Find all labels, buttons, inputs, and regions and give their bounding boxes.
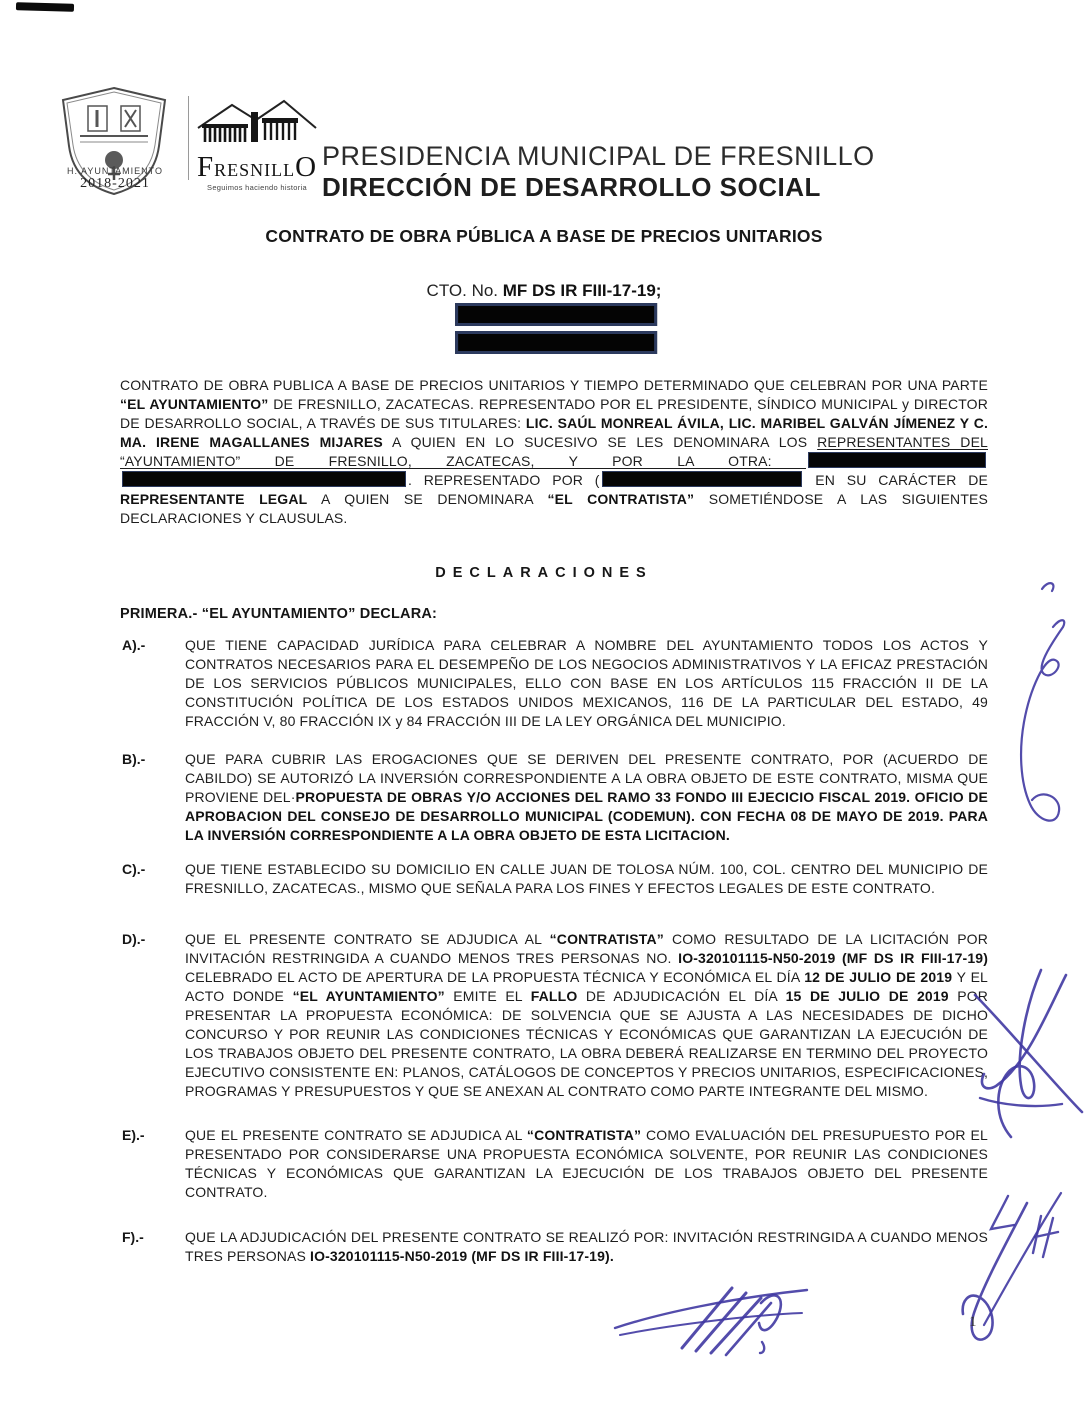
text-run: POR PRESENTAR LA PROPUESTA ECONÓMICA: DE SOLVENCIA QUE SE AJUSTA A LAS NECESIDADES DE DICHO CONCURSO Y POR REUNIR LAS CONDICIONES TÉCNICAS Y ECONÓMICAS QUE GARANTIZAN LA EJECUCIÓN DE LOS TRABAJOS OBJETO DEL PRESENTE CONTRATO, LA OBRA DEBERÁ REALIZARSE EN TERMINO DEL PROYECTO EJECUTIVO CONSISTENTE EN: PLANOS, CATÁLOGOS DE CONCEPTOS Y PRECIOS UNITARIOS, ESPECIFICACIONES, PROGRAMAS Y PRESUPUESTOS Y QUE SE ANEXAN AL CONTRATO COMO PARTE INTEGRANTE DEL MISMO.: [185, 988, 989, 1099]
margin-paraph-lower-icon: [965, 965, 1088, 1143]
initials-bottom-right-icon: [948, 1188, 1070, 1350]
text-run: DE FRESNILLO, ZACATECAS. REPRESENTADO POR EL PRESIDENTE, SÍNDICO MUNICIPAL y DIRECTOR DE DESARROLLO SOCIAL, A TRAVÉS DE SUS TITULARES:: [120, 396, 988, 431]
text-run: A QUIEN EN LO SUCESIVO SE LES DENOMINARA LOS: [382, 434, 818, 450]
fresnillo-wordmark: [193, 153, 321, 182]
text-run: QUE TIENE ESTABLECIDO SU DOMICILIO EN CALLE JUAN DE TOLOSA NÚM. 100, COL. CENTRO DEL MUNICIPIO DE FRESNILLO, ZACATECAS., MISMO QUE SEÑALA PARA LOS FINES Y EFECTOS LEGALES DE ESTE CONTRATO.: [185, 861, 988, 896]
text-run: COMO EVALUACIÓN DEL PRESUPUESTO POR EL PRESENTADO POR CONSIDERARSE UNA PROPUESTA ECONÓMICA SOLVENTE, POR REUNIR LAS CONDICIONES TÉCNICAS Y ECONÓMICAS QUE GARANTIZAN LA EJECUCIÓN DE LOS TRABAJOS OBJETO DEL PRESENTE CONTRATO.: [185, 1127, 988, 1200]
item-text: [185, 1228, 988, 1266]
declaration-item-c: [122, 860, 988, 898]
item-label: C).-: [122, 861, 146, 877]
contract-number-label: CTO. No.: [426, 281, 503, 300]
intro-paragraph: [120, 376, 988, 528]
item-label: A).-: [122, 637, 146, 653]
crest-caption: [40, 166, 190, 192]
text-run: REPRESENTANTE LEGAL: [120, 491, 308, 507]
text-run: QUE EL PRESENTE CONTRATO SE ADJUDICA AL: [185, 1127, 527, 1143]
item-text: [185, 1126, 988, 1202]
text-run: “CONTRATISTA”: [526, 1127, 642, 1143]
item-text: [185, 930, 988, 1101]
text-run: IO-320101115-N50-2019 (MF DS IR FIII-17-19): [678, 950, 988, 966]
primera-heading: PRIMERA.- “EL AYUNTAMIENTO” DECLARA:: [120, 606, 438, 622]
text-run: “CONTRATISTA”: [549, 931, 664, 947]
redaction-bar: [455, 331, 657, 354]
text-run: “EL AYUNTAMIENTO”: [120, 396, 269, 412]
item-label: E).-: [122, 1127, 145, 1143]
text-run: “EL CONTRATISTA”: [547, 491, 695, 507]
text-run: CONTRATO DE OBRA PUBLICA A BASE DE PRECIOS UNITARIOS Y TIEMPO DETERMINADO QUE CELEBRAN POR UNA PARTE: [120, 377, 988, 393]
crest-caption-line1: H. AYUNTAMIENTO: [66, 166, 163, 176]
contract-number-value: MF DS IR FIII-17-19;: [502, 281, 662, 300]
text-run: QUE EL PRESENTE CONTRATO SE ADJUDICA AL: [185, 931, 550, 947]
item-text: [185, 636, 988, 731]
document-title: CONTRATO DE OBRA PÚBLICA A BASE DE PRECIOS UNITARIOS: [265, 226, 823, 246]
wordmark-final: O: [295, 151, 318, 183]
text-run: 15 DE JULIO DE 2019: [785, 988, 949, 1004]
signature-bottom-center-icon: [610, 1272, 814, 1364]
text-run: EN SU CARÁCTER DE: [803, 472, 988, 488]
declaration-item-f: [122, 1228, 988, 1266]
fresnillo-landmark-icon: [196, 98, 318, 146]
declaration-item-b: [122, 750, 988, 845]
text-run: PROPUESTA DE OBRAS Y/O ACCIONES DEL RAMO 33 FONDO III EJECICIO FISCAL 2019. OFICIO DE APROBACION DEL CONSEJO DE DESARROLLO MUNICIPAL (CODEMUN). CON FECHA 08 DE MAYO DE 2019. PARA LA INVERSIÓN CORRESPONDIENTE A LA OBRA OBJETO DE ESTA LICITACION.: [185, 789, 989, 843]
text-run: IO-320101115-N50-2019 (MF DS IR FIII-17-19).: [310, 1248, 614, 1264]
text-run: DE ADJUDICACIÓN EL DÍA: [577, 988, 786, 1004]
text-run: CELEBRADO EL ACTO DE APERTURA DE LA PROPUESTA TÉCNICA Y ECONÓMICA EL DÍA: [185, 969, 805, 985]
item-text: [185, 860, 988, 898]
header-divider: [188, 96, 189, 180]
declaration-item-a: [122, 636, 988, 731]
contract-number-line: [0, 281, 1088, 301]
margin-paraph-upper-icon: [998, 575, 1078, 847]
text-run: A QUIEN SE DENOMINARA: [307, 491, 548, 507]
text-run: QUE TIENE CAPACIDAD JURÍDICA PARA CELEBRAR A NOMBRE DEL AYUNTAMIENTO TODOS LOS ACTOS Y CONTRATOS NECESARIOS PARA EL DESEMPEÑO DE LOS NEGOCIOS ADMINISTRATIVOS Y LA EFICAZ PRESTACIÓN DE LOS SERVICIOS PÚBLICOS MUNICIPALES, ELLO CON BASE EN LOS ARTÍCULOS 115 FRACCIÓN II DE LA CONSTITUCIÓN POLÍTICA DE LOS ESTADOS UNIDOS MEXICANOS, 116 DE LA PARTICULAR DEL ESTADO, 49 FRACCIÓN V, 80 FRACCIÓN IX y 84 FRACCIÓN III DE LA LEY ORGÁNICA DEL MUNICIPIO.: [185, 637, 988, 729]
redaction-bar: [602, 471, 802, 487]
declarations-heading: DECLARACIONES: [435, 565, 653, 581]
fresnillo-logo: [193, 98, 321, 192]
wordmark-initial: F: [196, 151, 215, 183]
text-run: “EL AYUNTAMIENTO”: [292, 988, 445, 1004]
declaration-item-d: [122, 930, 988, 1101]
page-number: 1: [969, 1314, 977, 1330]
header-title-line1: PRESIDENCIA MUNICIPAL DE FRESNILLO: [322, 141, 875, 171]
text-run: COMO RESULTADO DE LA LICITACIÓN POR INVITACIÓN RESTRINGIDA A CUANDO MENOS TRES PERSONAS NO.: [185, 931, 988, 966]
crest-caption-line2: 2018-2021: [80, 176, 150, 191]
text-run: REPRESENTANTES DEL “AYUNTAMIENTO” DE FRESNILLO, ZACATECAS, Y POR LA OTRA:: [120, 434, 988, 469]
text-run: EMITE EL: [444, 988, 531, 1004]
text-run: . REPRESENTADO POR (: [408, 472, 600, 488]
text-run: LIC. SAÚL MONREAL ÁVILA, LIC. MARIBEL GALVÁN JÍMENEZ Y C. MA. IRENE MAGALLANES MIJARES: [120, 415, 988, 450]
declaration-item-e: [122, 1126, 988, 1202]
redaction-bar: [122, 471, 406, 487]
text-run: Y EL ACTO DONDE: [185, 969, 988, 1004]
text-run: SOMETIÉNDOSE A LAS SIGUIENTES DECLARACIONES Y CLAUSULAS.: [120, 491, 988, 526]
text-run: QUE LA ADJUDICACIÓN DEL PRESENTE CONTRATO SE REALIZÓ POR: INVITACIÓN RESTRINGIDA A CUANDO MENOS TRES PERSONAS: [185, 1229, 988, 1264]
text-run: 12 DE JULIO DE 2019: [804, 969, 953, 985]
logo-tagline: Seguimos haciendo historia: [207, 183, 307, 192]
header-title-line2: DIRECCIÓN DE DESARROLLO SOCIAL: [322, 172, 821, 202]
item-label: D).-: [122, 931, 146, 947]
redaction-bar: [455, 303, 657, 326]
scan-artifact: [16, 2, 74, 12]
item-label: B).-: [122, 751, 146, 767]
item-label: F).-: [122, 1229, 144, 1245]
text-run: QUE PARA CUBRIR LAS EROGACIONES QUE SE DERIVEN DEL PRESENTE CONTRATO, POR (ACUERDO DE CABILDO) SE AUTORIZÓ LA INVERSIÓN CORRESPONDIENTE A LA OBRA OBJETO DE ESTE CONTRATO, MISMA QUE PROVIENE DEL·: [185, 751, 988, 805]
wordmark-middle: RESNILL: [214, 160, 296, 180]
redaction-bar: [808, 452, 986, 468]
item-text: [185, 750, 988, 845]
text-run: FALLO: [530, 988, 578, 1004]
